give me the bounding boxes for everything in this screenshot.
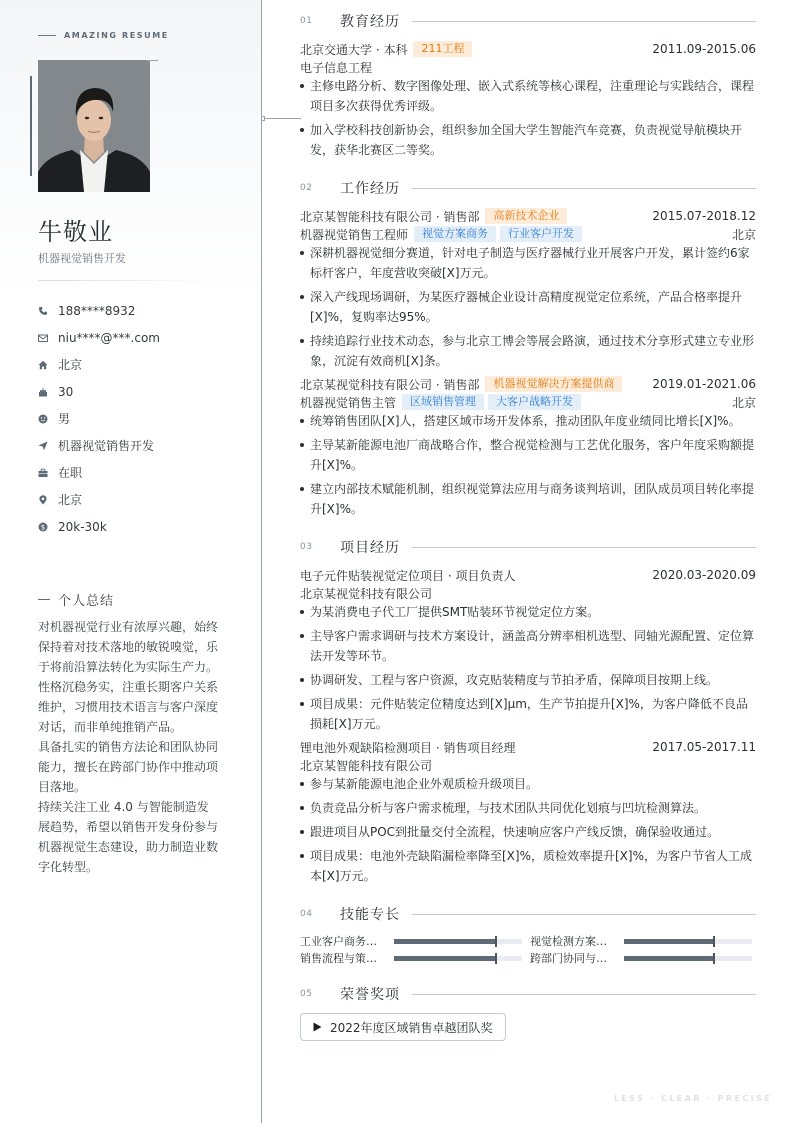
info-email (38, 324, 238, 351)
info-age (38, 378, 238, 405)
info-phone-text: 188****8932 (58, 303, 136, 318)
skill-bar (624, 939, 752, 944)
project-1-bullets (300, 602, 756, 738)
work-role: 机器视觉销售工程师 (300, 227, 409, 242)
list-item: 参与某新能源电池企业外观质检升级项目。 (300, 774, 756, 794)
sidebar (0, 0, 262, 1123)
work-city: 北京 (731, 227, 756, 242)
skill-bar-marker (495, 953, 497, 964)
skill-bar-fill (394, 956, 496, 961)
section-work-heading (300, 178, 756, 198)
list-item: 项目成果：元件贴装定位精度达到[X]μm，生产节拍提升[X]%，为客户降低不良品损耗[X]万元。 (300, 694, 756, 734)
project-date: 2017.05-2017.11 (652, 740, 756, 754)
summary-heading (38, 590, 114, 609)
skill-bar-marker (495, 936, 497, 947)
project-name: 电子元件贴装视觉定位项目 · 项目负责人 (300, 568, 516, 583)
section-number: 01 (300, 16, 313, 26)
list-item: 加入学校科技创新协会，组织参加全国大学生智能汽车竞赛，负责视觉导航模块开发，获华北赛区二等奖。 (300, 120, 756, 160)
award-text: 2022年度区域销售卓越团队奖 (330, 1020, 493, 1035)
skill-bar (394, 939, 522, 944)
info-salary-text: 20k-30k (58, 519, 107, 534)
info-salary (38, 513, 238, 540)
section-rule (412, 994, 756, 995)
phone-icon (38, 306, 58, 316)
section-title: 技能专长 (340, 907, 400, 923)
candidate-title: 机器视觉销售开发 (38, 252, 126, 265)
education-date: 2011.09-2015.06 (652, 42, 756, 56)
divider-tick (261, 118, 301, 119)
work-company-tag: 机器视觉解决方案提供商 (485, 376, 622, 392)
work-role-tag: 区域销售管理 (402, 394, 484, 410)
summary-paragraph: 性格沉稳务实，注重长期客户关系维护，习惯用技术语言与客户深度对话，而非单纯推销产品。 (38, 680, 219, 734)
svg-text:$: $ (40, 522, 46, 531)
brand-label: AMAZING RESUME (64, 31, 169, 40)
summary-body (38, 617, 220, 877)
info-target-role-text: 机器视觉销售开发 (58, 439, 155, 453)
skill-bar-marker (713, 953, 715, 964)
avatar-photo (38, 60, 150, 192)
info-target-role (38, 432, 238, 459)
work-role-tag: 视觉方案商务 (414, 226, 496, 242)
skill-bar-fill (624, 939, 714, 944)
mail-icon (38, 333, 58, 343)
location-pin-icon (38, 495, 58, 505)
info-status (38, 459, 238, 486)
skill-bar-fill (394, 939, 496, 944)
education-bullets (300, 76, 756, 164)
work-company-tag: 高新技术企业 (485, 208, 567, 224)
list-item: 协调研发、工程与客户资源，攻克贴装精度与节拍矛盾，保障项目按期上线。 (300, 670, 756, 690)
project-date: 2020.03-2020.09 (652, 568, 756, 582)
education-school: 北京交通大学 · 本科 (300, 42, 408, 57)
footer-motto: LESS · CLEAR · PRECISE (613, 1094, 772, 1103)
work-date: 2019.01-2021.06 (652, 377, 756, 391)
skill-label: 跨部门协同与… (530, 952, 607, 965)
skill-bar (624, 956, 752, 961)
list-item: 主修电路分析、数字图像处理、嵌入式系统等核心课程，注重理论与实践结合，课程项目多次获得优秀评级。 (300, 76, 756, 116)
education-major-row (300, 58, 756, 76)
skill-bar-fill (624, 956, 714, 961)
list-item: 统筹销售团队[X]人，搭建区域市场开发体系，推动团队年度业绩同比增长[X]%。 (300, 411, 756, 431)
section-rule (412, 914, 756, 915)
list-item: 深入产线现场调研，为某医疗器械企业设计高精度视觉定位系统，产品合格率提升[X]%，复购率达95%。 (300, 287, 756, 327)
skill-item (530, 934, 752, 948)
work-2-role-row (300, 393, 756, 411)
photo-corner-tick (146, 60, 158, 61)
project-2-header (300, 738, 756, 756)
award-badge (300, 1013, 506, 1041)
skill-bar-marker (713, 936, 715, 947)
section-title: 工作经历 (340, 181, 400, 197)
subtitle-divider (38, 280, 218, 281)
project-1-header (300, 566, 756, 584)
info-phone (38, 297, 238, 324)
project-1-company-row (300, 584, 756, 602)
work-company: 北京某视觉科技有限公司 · 销售部 (300, 377, 480, 392)
project-company: 北京某视觉科技有限公司 (300, 586, 433, 601)
candidate-name: 牛敬业 (38, 218, 113, 246)
section-rule (412, 188, 756, 189)
section-honors-heading (300, 984, 756, 1004)
list-item: 主导客户需求调研与技术方案设计，涵盖高分辨率相机选型、同轴光源配置、定位算法开发等环节。 (300, 626, 756, 666)
work-city: 北京 (731, 395, 756, 410)
brand (38, 31, 169, 40)
work-1-role-row (300, 225, 756, 243)
project-2-company-row (300, 756, 756, 774)
work-2-bullets (300, 411, 756, 523)
project-2-bullets (300, 774, 756, 890)
info-age-text: 30 (58, 384, 74, 399)
info-email-text: niu****@***.com (58, 330, 160, 345)
summary-paragraph: 对机器视觉行业有浓厚兴趣，始终保持着对技术落地的敏锐嗅觉，乐于将前沿算法转化为实际生产力。 (38, 620, 219, 674)
work-role-tag: 大客户战略开发 (488, 394, 581, 410)
section-number: 05 (300, 989, 313, 999)
skill-label: 视觉检测方案… (530, 935, 607, 948)
work-1-header (300, 207, 756, 225)
contact-info-list (38, 297, 238, 540)
summary-title: 个人总结 (58, 594, 115, 609)
home-icon (38, 360, 58, 370)
info-gender (38, 405, 238, 432)
salary-icon (38, 522, 58, 532)
info-gender-text: 男 (58, 412, 71, 426)
list-item: 主导某新能源电池厂商战略合作，整合视觉检测与工艺优化服务，客户年度采购额提升[X]%。 (300, 435, 756, 475)
info-location (38, 486, 238, 513)
list-item: 建立内部技术赋能机制，组织视觉算法应用与商务谈判培训，团队成员项目转化率提升[X]%。 (300, 479, 756, 519)
project-company: 北京某智能科技有限公司 (300, 758, 433, 773)
list-item: 跟进项目从POC到批量交付全流程，快速响应客户产线反馈，确保验收通过。 (300, 822, 756, 842)
skill-item (300, 951, 522, 965)
section-number: 04 (300, 909, 313, 919)
section-skills-heading (300, 904, 756, 924)
list-item: 深耕机器视觉细分赛道，针对电子制造与医疗器械行业开展客户开发，累计签约6家标杆客户，年度营收突破[X]万元。 (300, 243, 756, 283)
section-title: 荣誉奖项 (340, 987, 400, 1003)
section-rule (412, 21, 756, 22)
play-triangle-icon (313, 1022, 322, 1032)
list-item: 为某消费电子代工厂提供SMT贴装环节视觉定位方案。 (300, 602, 756, 622)
info-hometown-text: 北京 (58, 358, 83, 372)
info-location-text: 北京 (58, 493, 83, 507)
list-item: 负责竞品分析与客户需求梳理，与技术团队共同优化划痕与凹坑检测算法。 (300, 798, 756, 818)
briefcase-icon (38, 468, 58, 478)
work-role: 机器视觉销售主管 (300, 395, 397, 410)
work-2-header (300, 375, 756, 393)
summary-paragraph: 具备扎实的销售方法论和团队协同能力，擅长在跨部门协作中推动项目落地。 (38, 740, 219, 794)
work-1-bullets (300, 243, 756, 375)
gender-icon (38, 414, 58, 424)
education-tag: 211工程 (413, 41, 472, 57)
cake-icon (38, 387, 58, 397)
skill-bar (394, 956, 522, 961)
skill-label: 销售流程与策… (300, 952, 377, 965)
section-title: 教育经历 (340, 14, 400, 30)
work-company: 北京某智能科技有限公司 · 销售部 (300, 209, 480, 224)
send-icon (38, 441, 58, 451)
project-name: 锂电池外观缺陷检测项目 · 销售项目经理 (300, 740, 516, 755)
section-number: 03 (300, 542, 313, 552)
info-hometown (38, 351, 238, 378)
section-number: 02 (300, 183, 313, 193)
work-date: 2015.07-2018.12 (652, 209, 756, 223)
education-major: 电子信息工程 (300, 60, 373, 75)
skill-item (300, 934, 522, 948)
education-header (300, 40, 756, 58)
skill-item (530, 951, 752, 965)
summary-paragraph: 持续关注工业 4.0 与智能制造发展趋势，希望以销售开发身份参与机器视觉生态建设，助力制造业数字化转型。 (38, 800, 219, 874)
work-role-tag: 行业客户开发 (500, 226, 582, 242)
skill-label: 工业客户商务… (300, 935, 377, 948)
list-item: 持续追踪行业技术动态，参与北京工博会等展会路演，通过技术分享形式建立专业形象，沉淀有效商机[X]条。 (300, 331, 756, 371)
section-title: 项目经历 (340, 540, 400, 556)
section-projects-heading (300, 537, 756, 557)
section-education-heading (300, 11, 756, 31)
section-rule (412, 547, 756, 548)
info-status-text: 在职 (58, 466, 83, 480)
list-item: 项目成果：电池外壳缺陷漏检率降至[X]%，质检效率提升[X]%，为客户节省人工成本[X]万元。 (300, 846, 756, 886)
divider-dot (261, 116, 265, 121)
photo-accent-bar (30, 76, 32, 176)
